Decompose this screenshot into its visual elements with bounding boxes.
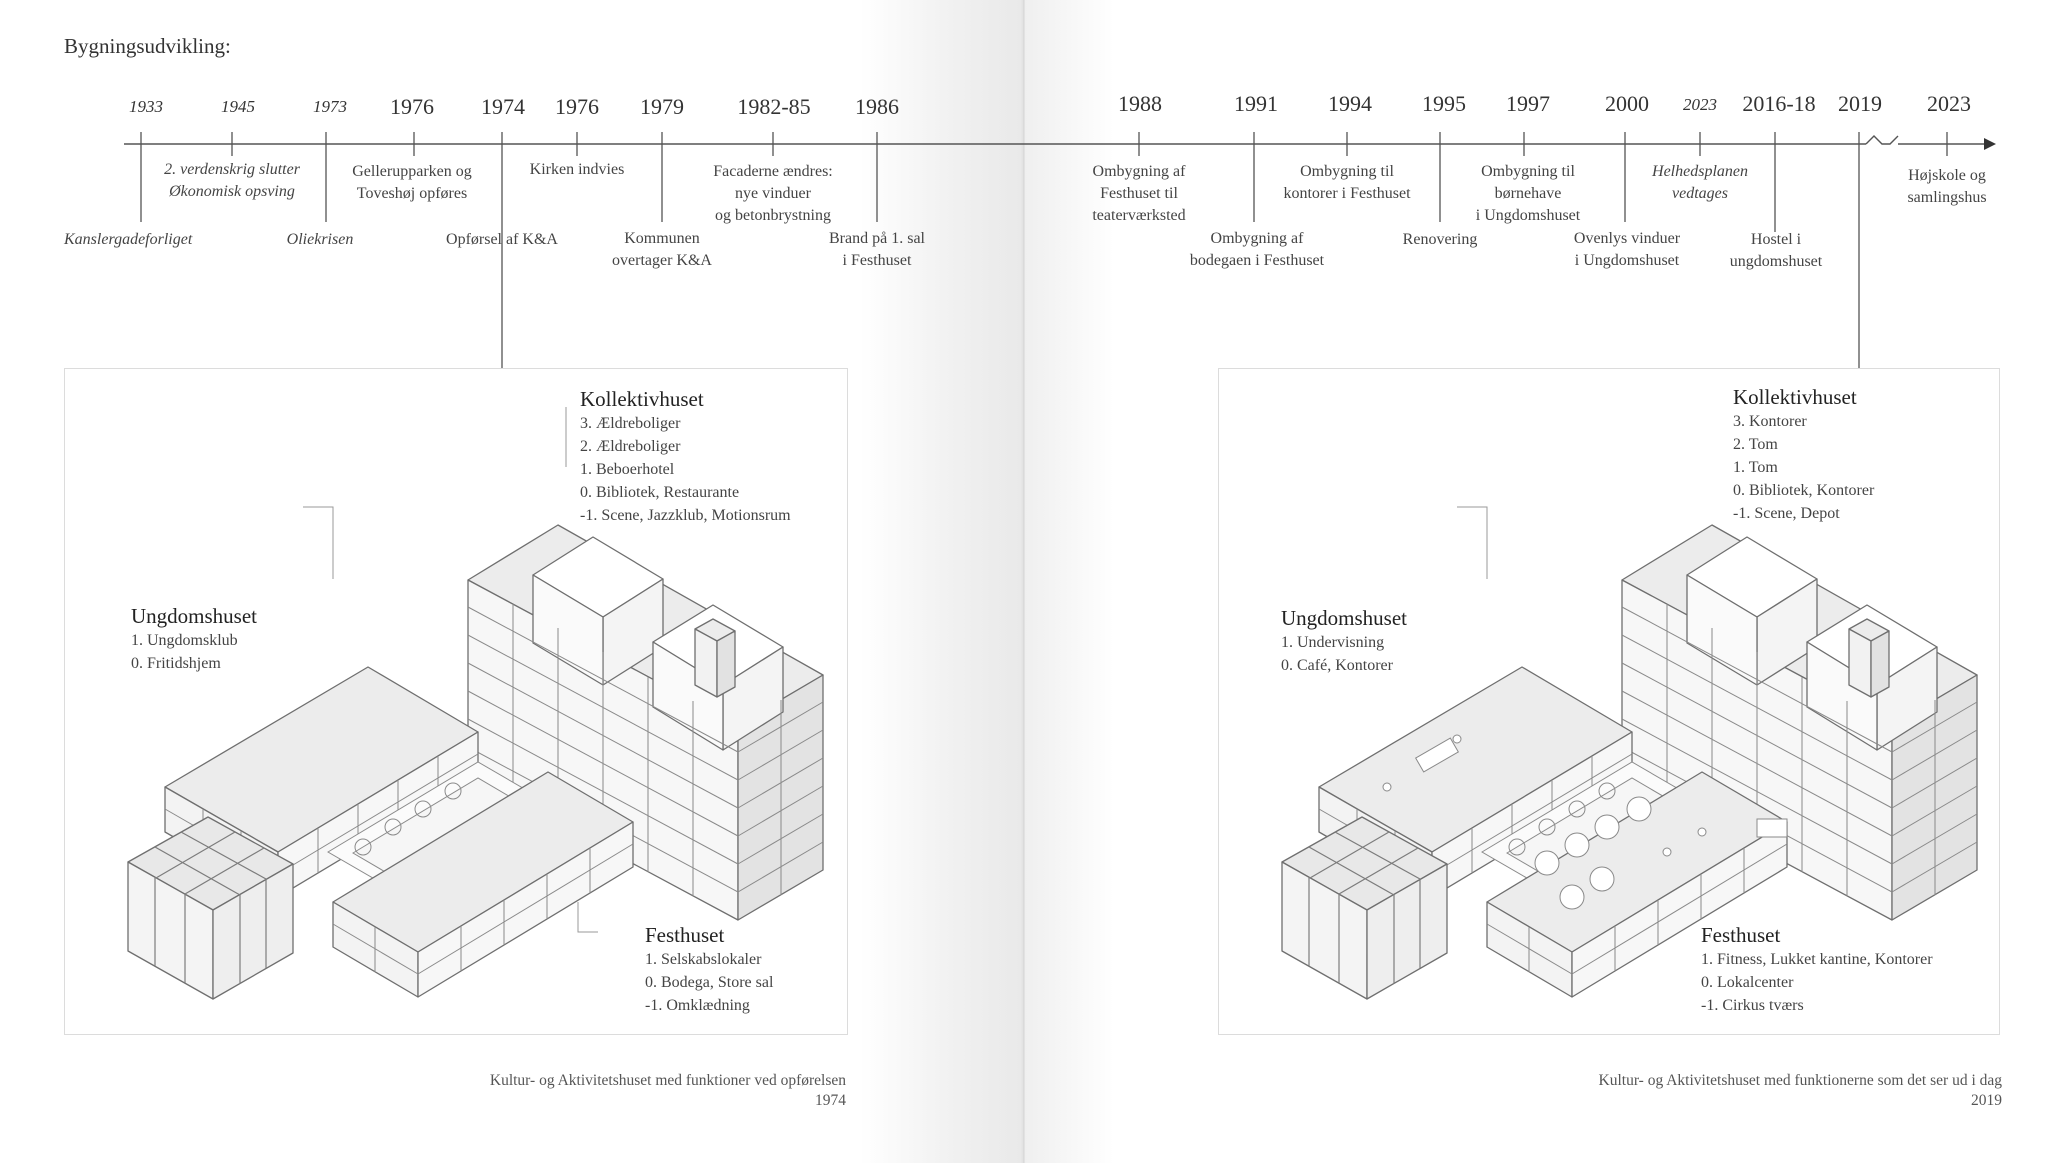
timeline-year-1974: 1974 (481, 94, 525, 119)
kollektivhuset-2019-name: Kollektivhuset (1733, 385, 1857, 409)
event-label-1988: Ombygning af Festhuset til teaterværksted (1092, 163, 1186, 224)
event-label-1945: 2. verdenskrig slutter Økonomisk opsving (164, 161, 300, 200)
event-label-1982-85: Facaderne ændres: nye vinduer og betonbrystning (713, 163, 833, 224)
event-label-1995: Renovering (1402, 231, 1478, 248)
timeline-year-2000: 2000 (1605, 91, 1649, 116)
event-label-1979: Kommunen overtager K&A (612, 230, 712, 269)
ungdomshuset-2019-legend (1281, 606, 1407, 677)
festhuset-2019-name: Festhuset (1701, 923, 1781, 947)
kollektivhuset-1974-floor-0: 0. Bibliotek, Restaurante (580, 484, 740, 501)
event-label-1986: Brand på 1. sal i Festhuset (829, 230, 925, 269)
timeline-year-1976-gellerup: 1976 (390, 94, 434, 119)
timeline-year-2023-helhedsplan: 2023 (1683, 95, 1717, 114)
festhuset-2019-floor-0: 0. Lokalcenter (1701, 974, 1794, 991)
kollektivhuset-2019-floor-2: 2. Tom (1733, 436, 1778, 453)
timeline-year-1994: 1994 (1328, 91, 1372, 116)
event-label-2000: Ovenlys vinduer i Ungdomshuset (1573, 230, 1681, 269)
kollektivhuset-2019-floor-3: 3. Kontorer (1733, 413, 1807, 430)
timeline-year-1986: 1986 (855, 94, 899, 119)
event-label-2016-18: Hostel i ungdomshuset (1729, 231, 1823, 270)
festhuset-2019-floor-minus1: -1. Cirkus tværs (1701, 997, 1804, 1014)
festhuset-1974-floor-0: 0. Bodega, Store sal (645, 974, 774, 991)
kollektivhuset-1974-name: Kollektivhuset (580, 387, 704, 411)
timeline-year-1982-85: 1982-85 (737, 94, 811, 119)
timeline-year-1976-kirken: 1976 (555, 94, 599, 119)
timeline-year-1933: 1933 (129, 97, 163, 116)
caption-2019: Kultur- og Aktivitetshuset med funktionerne som det ser ud i dag 2019 (1598, 1072, 2002, 1109)
timeline-year-2023: 2023 (1927, 91, 1971, 116)
festhuset-2019-floor-1: 1. Fitness, Lukket kantine, Kontorer (1701, 951, 1933, 968)
kollektivhuset-2019-floor-0: 0. Bibliotek, Kontorer (1733, 482, 1875, 499)
kollektivhuset-2019-floor-1: 1. Tom (1733, 459, 1778, 476)
festhuset-1974-legend (645, 923, 773, 1017)
kollektivhuset-1974-legend (580, 387, 791, 527)
timeline-year-1988: 1988 (1118, 91, 1162, 116)
kollektivhuset-1974-floor-2: 2. Ældreboliger (580, 438, 681, 455)
festhuset-1974-name: Festhuset (645, 923, 725, 947)
diagram-panel-1974 (64, 368, 848, 1035)
ungdomshuset-2019-name: Ungdomshuset (1281, 606, 1407, 630)
timeline-year-1945: 1945 (221, 97, 255, 116)
kollektivhuset-1974-floor-1: 1. Beboerhotel (580, 461, 675, 478)
event-label-1976-kirken: Kirken indvies (529, 161, 625, 178)
timeline-year-2016-18: 2016-18 (1742, 91, 1816, 116)
ungdomshuset-1974-name: Ungdomshuset (131, 604, 257, 628)
festhuset-2019-legend (1701, 923, 1933, 1017)
event-label-1991: Ombygning af bodegaen i Festhuset (1189, 230, 1325, 269)
diagram-panel-2019 (1218, 368, 2000, 1035)
timeline-year-1979: 1979 (640, 94, 684, 119)
ungdomshuset-1974-floor-1: 1. Ungdomsklub (131, 632, 238, 649)
timeline-year-1991: 1991 (1234, 91, 1278, 116)
ungdomshuset-1974-legend (131, 604, 257, 675)
timeline-year-1997: 1997 (1506, 91, 1550, 116)
kollektivhuset-2019-floor-minus1: -1. Scene, Depot (1733, 505, 1840, 522)
page-title: Bygningsudvikling: (64, 34, 231, 58)
event-label-1994: Ombygning til kontorer i Festhuset (1283, 163, 1411, 202)
timeline-year-1973: 1973 (313, 97, 347, 116)
event-label-1997: Ombygning til børnehave i Ungdomshuset (1475, 163, 1581, 224)
ungdomshuset-2019-floor-0: 0. Café, Kontorer (1281, 657, 1393, 674)
kollektivhuset-1974-floor-3: 3. Ældreboliger (580, 415, 681, 432)
event-label-2023: Højskole og samlingshus (1907, 167, 1987, 206)
timeline-year-1995: 1995 (1422, 91, 1466, 116)
kollektivhuset-2019-legend (1733, 385, 1874, 525)
ungdomshuset-2019-floor-1: 1. Undervisning (1281, 634, 1385, 651)
caption-1974: Kultur- og Aktivitetshuset med funktioner ved opførelsen 1974 (489, 1072, 846, 1109)
timeline-year-2019: 2019 (1838, 91, 1882, 116)
event-label-2023-helhedsplan: Helhedsplanen vedtages (1652, 163, 1748, 202)
event-label-1933: Kanslergadeforliget (64, 231, 193, 248)
festhuset-1974-floor-1: 1. Selskabslokaler (645, 951, 762, 968)
festhuset-1974-floor-minus1: -1. Omklædning (645, 997, 750, 1014)
event-label-1973: Oliekrisen (286, 231, 354, 248)
ungdomshuset-1974-floor-0: 0. Fritidshjem (131, 655, 221, 672)
event-label-1976-gellerup: Gellerupparken og Toveshøj opføres (352, 163, 472, 202)
event-label-1974: Opførsel af K&A (446, 231, 558, 248)
kollektivhuset-1974-floor-minus1: -1. Scene, Jazzklub, Motionsrum (580, 507, 791, 524)
